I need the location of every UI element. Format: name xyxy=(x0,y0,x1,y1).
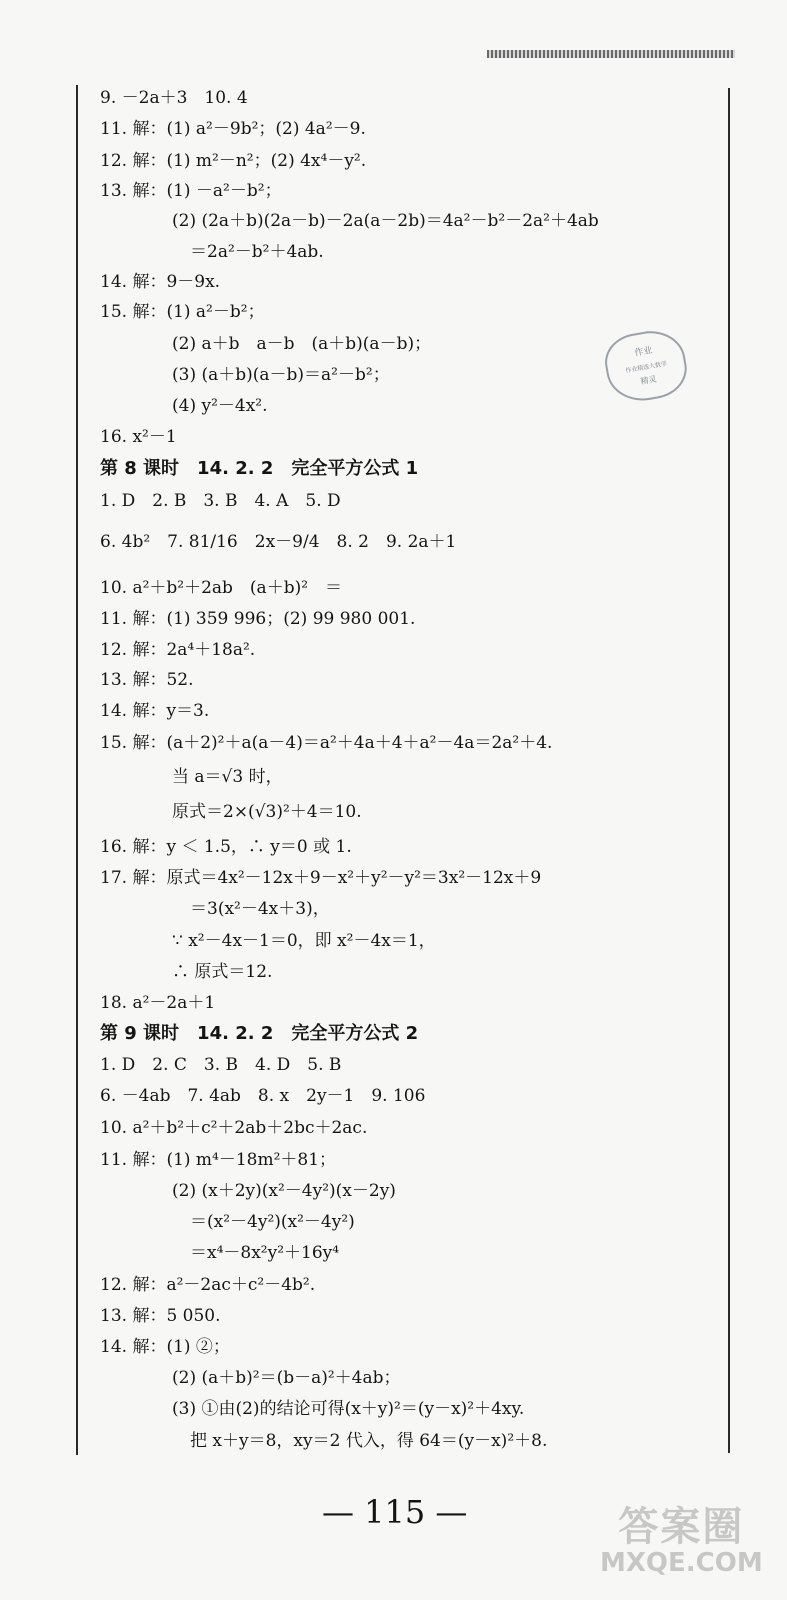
left-border-line xyxy=(76,85,78,1455)
answer-line: 11. 解：(1) m⁴－18m²＋81； xyxy=(100,1150,337,1170)
answer-line: 17. 解：原式＝4x²－12x＋9－x²＋y²－y²＝3x²－12x＋9 xyxy=(100,868,542,888)
answer-line: (3) (a＋b)(a－b)＝a²－b²； xyxy=(172,365,390,385)
answer-line: 15. 解：(a＋2)²＋a(a－4)＝a²＋4a＋4＋a²－4a＝2a²＋4. xyxy=(100,733,553,753)
answer-line: ＝2a²－b²＋4ab. xyxy=(190,242,324,262)
watermark-url: MXQE.COM xyxy=(600,1548,763,1578)
right-border-line xyxy=(728,88,730,1453)
stamp-text-bottom: 精灵 xyxy=(639,374,658,387)
page-number: — 115 — xyxy=(322,1493,468,1531)
answer-line: 12. 解：a²－2ac＋c²－4b². xyxy=(100,1275,316,1295)
section-heading: 第 8 课时 14. 2. 2 完全平方公式 1 xyxy=(100,458,419,479)
section-heading: 第 9 课时 14. 2. 2 完全平方公式 2 xyxy=(100,1023,419,1044)
stamp-text-top: 作业 xyxy=(633,345,654,359)
answer-line: 11. 解：(1) 359 996；(2) 99 980 001. xyxy=(100,609,416,629)
answer-line: 15. 解：(1) a²－b²； xyxy=(100,302,265,322)
watermark-logo-text: 答案圈 xyxy=(618,1504,745,1550)
stamp-text-middle: 作业精选大数学 xyxy=(624,360,668,375)
answer-line: 6. 4b² 7. 81/16 2x－9/4 8. 2 9. 2a＋1 xyxy=(100,532,457,552)
answer-line: 当 a＝√3 时， xyxy=(172,767,283,787)
answer-line: ∵ x²－4x－1＝0，即 x²－4x＝1， xyxy=(172,931,436,951)
answer-line: 1. D 2. C 3. B 4. D 5. B xyxy=(100,1055,342,1075)
answer-line: 10. a²＋b²＋2ab (a＋b)² ＝ xyxy=(100,578,343,598)
site-watermark xyxy=(600,1495,763,1578)
answer-line: ∴ 原式＝12. xyxy=(172,962,273,982)
answer-line: (4) y²－4x². xyxy=(172,396,268,416)
answer-line: 6. －4ab 7. 4ab 8. x 2y－1 9. 106 xyxy=(100,1086,426,1106)
answer-line: 12. 解：2a⁴＋18a². xyxy=(100,640,256,660)
answer-line: ＝3(x²－4x＋3)， xyxy=(190,899,330,919)
answer-line: ＝(x²－4y²)(x²－4y²) xyxy=(190,1212,355,1232)
top-decorative-rule xyxy=(487,50,735,58)
answer-line: 14. 解：9－9x. xyxy=(100,272,221,292)
answer-line: 16. x²－1 xyxy=(100,427,177,447)
answer-line: 13. 解：52. xyxy=(100,670,194,690)
answer-line: 1. D 2. B 3. B 4. A 5. D xyxy=(100,491,341,511)
answer-line: 9. －2a＋3 10. 4 xyxy=(100,88,248,108)
answer-line: 11. 解：(1) a²－9b²；(2) 4a²－9. xyxy=(100,119,366,139)
answer-line: 原式＝2×(√3)²＋4＝10. xyxy=(172,802,362,822)
answer-line: ＝x⁴－8x²y²＋16y⁴ xyxy=(190,1243,340,1263)
answer-line: (2) (x＋2y)(x²－4y²)(x－2y) xyxy=(172,1181,396,1201)
answer-line: (3) ①由(2)的结论可得(x＋y)²＝(y－x)²＋4xy. xyxy=(172,1399,525,1419)
answer-line: 把 x＋y＝8，xy＝2 代入，得 64＝(y－x)²＋8. xyxy=(190,1431,548,1451)
answer-line: (2) a＋b a－b (a＋b)(a－b)； xyxy=(172,334,432,354)
answer-line: (2) (2a＋b)(2a－b)－2a(a－2b)＝4a²－b²－2a²＋4ab xyxy=(172,211,599,231)
answer-line: 16. 解：y ＜ 1.5，∴ y＝0 或 1. xyxy=(100,837,352,857)
homework-stamp xyxy=(601,326,692,407)
answer-line: 10. a²＋b²＋c²＋2ab＋2bc＋2ac. xyxy=(100,1118,368,1138)
answer-line: 13. 解：5 050. xyxy=(100,1306,221,1326)
answer-line: 13. 解：(1) －a²－b²； xyxy=(100,181,282,201)
answer-line: 18. a²－2a＋1 xyxy=(100,993,216,1013)
answer-line: 12. 解：(1) m²－n²；(2) 4x⁴－y². xyxy=(100,151,367,171)
answer-line: (2) (a＋b)²＝(b－a)²＋4ab； xyxy=(172,1368,401,1388)
answer-line: 14. 解：(1) ②； xyxy=(100,1337,230,1357)
answer-line: 14. 解：y＝3. xyxy=(100,701,210,721)
